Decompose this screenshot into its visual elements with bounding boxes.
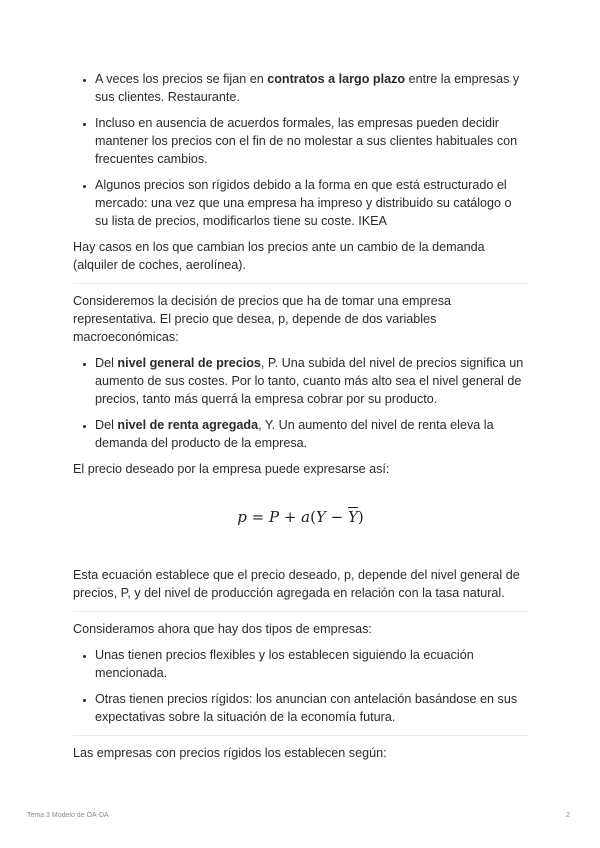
list-item-bold: nivel general de precios <box>117 356 261 370</box>
eq-paren-open: ( <box>310 508 316 526</box>
eq-plus: + <box>279 508 302 526</box>
list-item-text: Incluso en ausencia de acuerdos formales, las empresas pueden decidir mantener los precios con el fin de no molestar a sus clientes habituales con frecuentes cambios. <box>95 116 518 166</box>
paragraph: Esta ecuación establece que el precio deseado, p, depende del nivel general de precios, P, y del nivel de producción agregada en relación con la tasa natural. <box>73 568 520 600</box>
eq-Ybar: $\overline{Y}$ <box>347 508 358 526</box>
list-item-text: Algunos precios son rígidos debido a la forma en que está estructurado el mercado: una vez que una empresa ha impreso y distribuido su catálogo o su lista de precios, modificarlos tiene su coste. IKEA <box>95 178 512 228</box>
list-item-text: entre la empresas y sus clientes. Restaurante. <box>95 72 520 104</box>
list-item-bold: contratos a largo plazo <box>267 72 406 86</box>
list-item <box>95 416 528 452</box>
eq-sign: = <box>246 508 269 526</box>
list-item <box>95 176 528 230</box>
list-item-bold: nivel de renta agregada <box>117 418 259 432</box>
list-item <box>95 114 528 168</box>
bullet-list-firm-types <box>73 646 528 726</box>
eq-paren-close: ) <box>357 508 364 526</box>
page-number: 2 <box>566 812 570 819</box>
list-item: • Unas tienen precios flexibles y los establecen siguiendo la ecuación mencionada. <box>95 646 528 682</box>
equation <box>73 508 528 526</box>
list-item-text: , P. Una subida del nivel de precios significa un aumento de sus costes. Por lo tanto, cuanto más alto sea el nivel general de precios, tanto más querrá la empresa cobrar por su producto. <box>95 356 524 406</box>
list-item-text: Del <box>95 418 118 432</box>
paragraph: Hay casos en los que cambian los precios ante un cambio de la demanda (alquiler de coches, aerolínea). <box>73 240 485 272</box>
bullet-list-variables <box>73 354 528 452</box>
divider <box>73 735 528 736</box>
eq-lhs: p <box>237 508 247 526</box>
paragraph: Consideramos ahora que hay dos tipos de empresas: <box>73 622 372 636</box>
divider <box>73 283 528 284</box>
eq-minus: − <box>325 508 348 526</box>
list-item <box>95 70 528 106</box>
footer-title: Tema 3 Modelo de OA-DA <box>27 812 109 819</box>
paragraph: El precio deseado por la empresa puede expresarse así: <box>73 462 390 476</box>
paragraph: Consideremos la decisión de precios que ha de tomar una empresa representativa. El precio que desea, p, depende de dos variables macroeconómicas: <box>73 294 452 344</box>
eq-Y: Y <box>315 508 326 526</box>
paragraph: Las empresas con precios rígidos los establecen según: <box>73 746 387 760</box>
page-content <box>73 70 528 762</box>
list-item-text: Del <box>95 356 118 370</box>
bullet-list-rigidity <box>73 70 528 230</box>
divider <box>73 611 528 612</box>
list-item-text: A veces los precios se fijan en <box>95 72 268 86</box>
eq-a: a <box>301 508 311 526</box>
list-item <box>95 354 528 408</box>
eq-P: P <box>268 508 280 526</box>
list-item: • Otras tienen precios rígidos: los anuncian con antelación basándose en sus expectativas sobre la situación de la economía futura. <box>95 690 528 726</box>
list-item-text: , Y. Un aumento del nivel de renta eleva la demanda del producto de la empresa. <box>95 418 494 450</box>
